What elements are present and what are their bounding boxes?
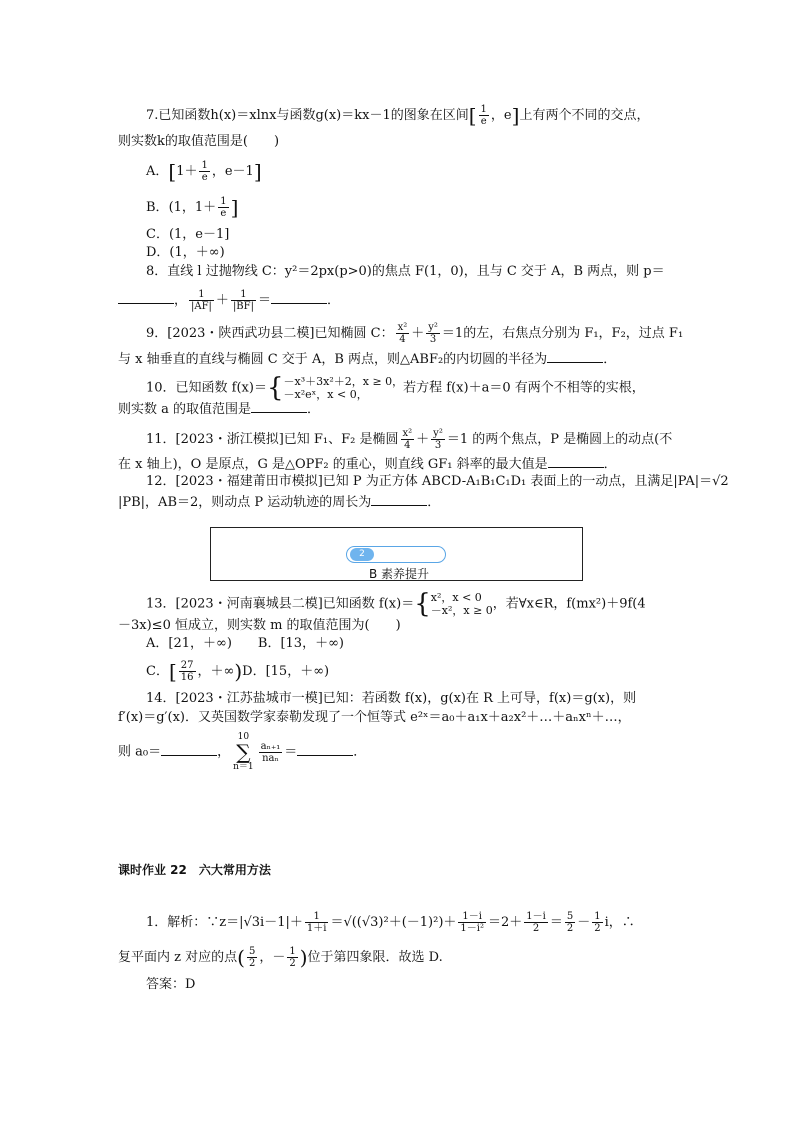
answer1-f2-num: 1－i [458,911,486,923]
q7-bracket-right: ] [511,103,520,128]
q13-optD: D．[15，＋∞) [242,664,330,679]
q13-text-a: 13．[2023・河南襄城县二模]已知函数 f(x)＝ [146,596,415,612]
answer1-frac2 [458,911,486,934]
answer1-pt-den1: 2 [248,958,256,969]
q7-optB-num: 1 [220,196,227,207]
q9-blank [547,350,603,363]
q14-summation [233,732,254,772]
q9-line1 [146,322,683,345]
q12-line2 [118,493,440,512]
q14-text-a0: 则 a₀＝ [118,744,162,760]
q9-line2-text: 与 x 轴垂直的直线与椭圆 C 交于 A，B 两点，则△ABF₂的内切圆的半径为 [118,352,548,367]
answer1-text-a: 1．解析：∵z＝|√3i－1|＋ [146,915,303,930]
q8-blank-p [118,291,174,304]
q8-sep: ， [174,293,188,308]
q13-optC-num: 27 [180,660,194,671]
q11-f1-num: x² [402,428,413,439]
q11-blank [548,455,604,468]
answer1-f4-num: 5 [566,911,574,922]
q13-optC-bracket-right: ) [234,659,243,684]
q10-blank [251,400,307,413]
q7-optA-bracket-right: ] [253,159,262,184]
q10-text-a: 10．已知函数 f(x)＝ [146,380,267,396]
q7-option-c: C．(1，e－1] [146,227,230,242]
q14-sum-num: aₙ₊₁ [260,740,281,752]
section-banner-box [210,527,583,581]
q8-frac1 [189,289,214,312]
q8-blank-sum [271,291,327,304]
q8-f2-num: 1 [231,289,256,301]
q13-optC-b: ，＋∞ [197,664,235,679]
answer1-text-f: i，∴ [604,915,635,930]
q7-option-d: D．(1，＋∞) [146,245,225,260]
q12-end: ． [427,495,441,510]
q8-end: ． [326,293,340,308]
q9-line2 [118,350,616,369]
answer1-pt-num1: 5 [248,946,256,957]
q7-optB-b: ] [230,195,239,220]
q10-case1: －x³＋3x²＋2，x ≥ 0， [283,375,404,388]
q13-optC-bracket-left: [ [168,659,177,684]
q7-option-b [146,196,238,219]
q10-text-b: 若方程 f(x)＋a＝0 有两个不相等的实根， [403,380,645,396]
q11-line2 [118,455,617,474]
q13-optC-prefix: C． [146,664,169,679]
q14-sum-sign: ∑ [236,740,251,764]
q7-optB-prefix: B． [146,200,169,215]
q13-optC-fraction [179,660,196,683]
q10-end: ． [307,402,321,417]
q8-f1-den: |AF| [191,301,212,312]
answer1-f5-den: 2 [594,923,601,934]
q14-line2: f′(x)＝g′(x)．又英国数学家泰勒发现了一个恒等式 e²ˣ＝a₀＋a₁x＋a₂x²＋…＋aₙxⁿ＋…， [118,710,631,725]
q10-line2-text: 则实数 a 的取值范围是 [118,402,252,417]
q8-line2 [118,289,340,312]
answer1-text-e: － [577,915,591,930]
q11-line2-text: 在 x 轴上)，O 是原点，G 是△OPF₂ 的重心，则直线 GF₁ 斜率的最大值是 [118,457,548,472]
q7-frac-num: 1 [480,104,487,115]
answer1-pt-den2: 2 [289,958,296,969]
q7-line1 [146,104,649,127]
answer1-f4-den: 2 [566,923,574,934]
q11-text-b: ＝1 的两个焦点，P 是椭圆上的动点(不 [446,432,673,447]
answer1-pt-frac2 [287,946,297,969]
q9-f2-num: y² [428,322,438,333]
q13-options-cd [146,660,329,683]
answer1-text-c: ＝2＋ [487,915,523,930]
q8-eq: ＝ [257,293,271,308]
q7-option-a [146,160,262,183]
q14-sum-top: 10 [237,732,250,742]
q12-line2-text: |PB|，AB＝2，则动点 P 运动轨迹的周长为 [118,495,372,510]
section-pill [346,546,446,563]
q14-line3 [118,732,366,772]
q7-optA-prefix: A． [146,164,169,179]
q11-frac2 [431,428,445,451]
q14-blank-a0 [161,743,217,756]
q8-frac2 [231,289,256,312]
q7-optA-fraction [199,160,209,183]
answer1-line2 [118,946,443,969]
q7-line2: 则实数k的取值范围是( ) [118,134,280,149]
answer1-f5-num: 1 [594,911,601,922]
q10-cases [284,375,404,401]
q7-optB-den: e [220,208,227,219]
q11-plus: ＋ [416,432,430,447]
section-heading: 课时作业 22 六大常用方法 [118,863,271,877]
answer1-text-d: ＝ [549,915,563,930]
answer1-paren-right: ) [299,945,308,970]
answer1-pt-num2: 1 [289,946,296,957]
q9-text-a: 9．[2023・陕西武功县二模]已知椭圆 C： [146,326,394,341]
q10-line2 [118,400,320,419]
answer1-line2-b: 位于第四象限．故选 D. [307,950,443,965]
q11-f1-den: 4 [404,440,411,451]
q9-plus: ＋ [411,326,425,341]
q7-frac-den: e [480,116,487,127]
answer1-paren-left: ( [237,945,245,970]
answer1-pt-frac1 [247,946,257,969]
q7-optA-bracket-left: [ [168,159,177,184]
answer1-f1-den: 1＋i [306,923,327,934]
answer1-frac1 [305,911,329,934]
q13-case1: x²，x < 0 [430,591,482,604]
q11-end: ． [603,457,617,472]
q13-options-ab: A．[21，＋∞) B．[13，＋∞) [146,636,344,651]
answer1-text-b: ＝√((√3)²＋(－1)²)＋ [330,915,457,930]
q13-cases [431,591,493,617]
answer1-f3-num: 1－i [526,911,546,922]
section-title: B 素养提升 [369,567,430,581]
q11-f2-num: y² [433,428,443,439]
q9-frac2 [426,322,440,345]
q12-blank [371,493,427,506]
answer1-frac5 [592,911,602,934]
q9-text-b: ＝1的左，右焦点分别为 F₁，F₂，过点 F₁ [441,326,684,341]
answer1-line1 [146,911,635,934]
answer1-answer: 答案：D [146,977,196,992]
q7-optA-num: 1 [201,160,208,171]
q7-optA-a: 1＋ [176,164,198,179]
q13-line1 [146,591,646,617]
q7-mid: ，e [490,108,512,123]
q13-text-b: ，若∀x∈R，f(mx²)＋9f(4 [492,596,646,612]
q12-line1: 12．[2023・福建莆田市模拟]已知 P 为正方体 ABCD-A₁B₁C₁D₁ 表面上的一动点，且满足|PA|＝√2 [146,474,729,489]
q10-case2: －x²eˣ，x < 0， [283,388,368,401]
q8-line1: 8．直线 l 过抛物线 C：y²＝2px(p>0)的焦点 F(1，0)，且与 C 交于 A，B 两点，则 p＝ [146,264,665,279]
q11-line1 [146,428,672,451]
q14-sum-bottom: n＝1 [233,762,254,772]
q9-f1-den: 4 [399,334,406,345]
answer1-f3-den: 2 [532,923,540,934]
q7-optA-b: ，e－1 [211,164,254,179]
q14-end: ． [353,744,367,760]
q7-optB-fraction [218,196,228,219]
q14-line1: 14．[2023・江苏盐城市一模]已知：若函数 f(x)，g(x)在 R 上可导，f(x)＝g(x)，则 [146,691,637,706]
q11-text-a: 11．[2023・浙江模拟]已知 F₁、F₂ 是椭圆 [146,432,399,447]
q14-blank-sum [297,743,353,756]
answer1-f2-den: 1－i² [460,923,484,934]
q13-line2: －3x)≤0 恒成立，则实数 m 的取值范围为( ) [118,618,401,633]
q7-text-b: 上有两个不同的交点， [519,108,650,123]
answer1-line2-a: 复平面内 z 对应的点 [118,950,238,965]
q9-f1-num: x² [397,322,408,333]
q14-eq: ＝ [284,744,298,760]
q13-case2: －x²，x ≥ 0 [430,604,493,617]
section-badge: 2 [350,548,374,561]
answer1-pt-mid: ，－ [259,950,286,965]
q13-brace: { [414,589,431,619]
q14-sep: ， [217,744,231,760]
q7-optA-den: e [201,172,208,183]
q14-sum-fraction [259,741,283,764]
q8-f1-num: 1 [189,289,214,301]
q9-frac1 [396,322,410,345]
q11-frac1 [401,428,415,451]
q11-f2-den: 3 [434,440,442,451]
q9-f2-den: 3 [429,334,437,345]
q7-optB-a: (1，1＋ [168,200,217,215]
q7-bracket-left: [ [468,103,477,128]
answer1-f1-num: 1 [305,911,329,923]
q8-f2-den: |BF| [232,301,254,312]
q10-line1 [146,375,645,401]
q10-brace: { [266,373,284,403]
answer1-frac3 [524,911,548,934]
q13-optC-den: 16 [180,672,194,683]
q9-end: ． [603,352,617,367]
q7-fraction [479,104,489,127]
q8-plus: ＋ [215,293,229,308]
answer1-frac4 [565,911,575,934]
q7-text-a: 7.已知函数h(x)＝xlnx与函数g(x)＝kx－1的图象在区间 [146,108,469,123]
q14-sum-den: naₙ [262,752,279,764]
